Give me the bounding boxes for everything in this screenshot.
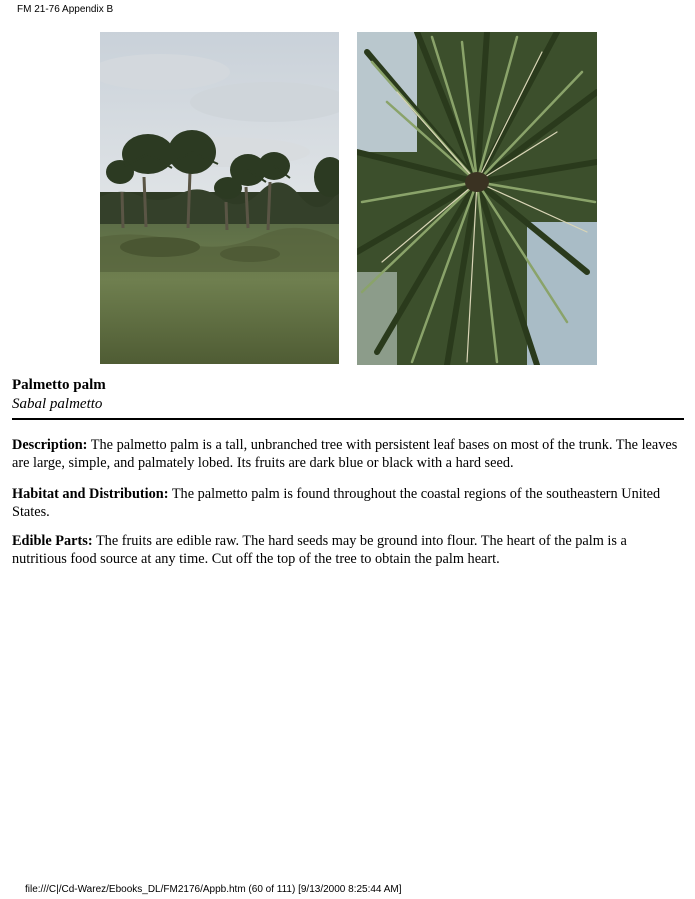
habitat-section [12, 485, 684, 521]
description-section [12, 436, 684, 472]
section-divider [12, 418, 684, 420]
description-text: The palmetto palm is a tall, unbranched tree with persistent leaf bases on most of the trunk. The leaves are large, simple, and palmately lobed. Its fruits are dark blue or black with a hard seed. [12, 437, 678, 471]
palm-grove-photo [100, 32, 339, 364]
plant-common-name: Palmetto palm [12, 377, 106, 393]
plant-scientific-name: Sabal palmetto [12, 396, 103, 412]
palm-fronds-photo [357, 32, 597, 365]
running-head: FM 21-76 Appendix B [17, 4, 114, 15]
edible-parts-section [12, 532, 684, 568]
footer-file-path: file:///C|/Cd-Warez/Ebooks_DL/FM2176/Appb.htm (60 of 111) [9/13/2000 8:25:44 AM] [25, 884, 402, 895]
habitat-label: Habitat and Distribution: [12, 486, 169, 502]
edible-text: The fruits are edible raw. The hard seeds may be ground into flour. The heart of the palm is a nutritious food source at any time. Cut off the top of the tree to obtain the palm heart. [12, 533, 627, 567]
edible-label: Edible Parts: [12, 533, 93, 549]
description-label: Description: [12, 437, 88, 453]
habitat-text: The palmetto palm is found throughout the coastal regions of the southeastern United States. [12, 486, 661, 520]
